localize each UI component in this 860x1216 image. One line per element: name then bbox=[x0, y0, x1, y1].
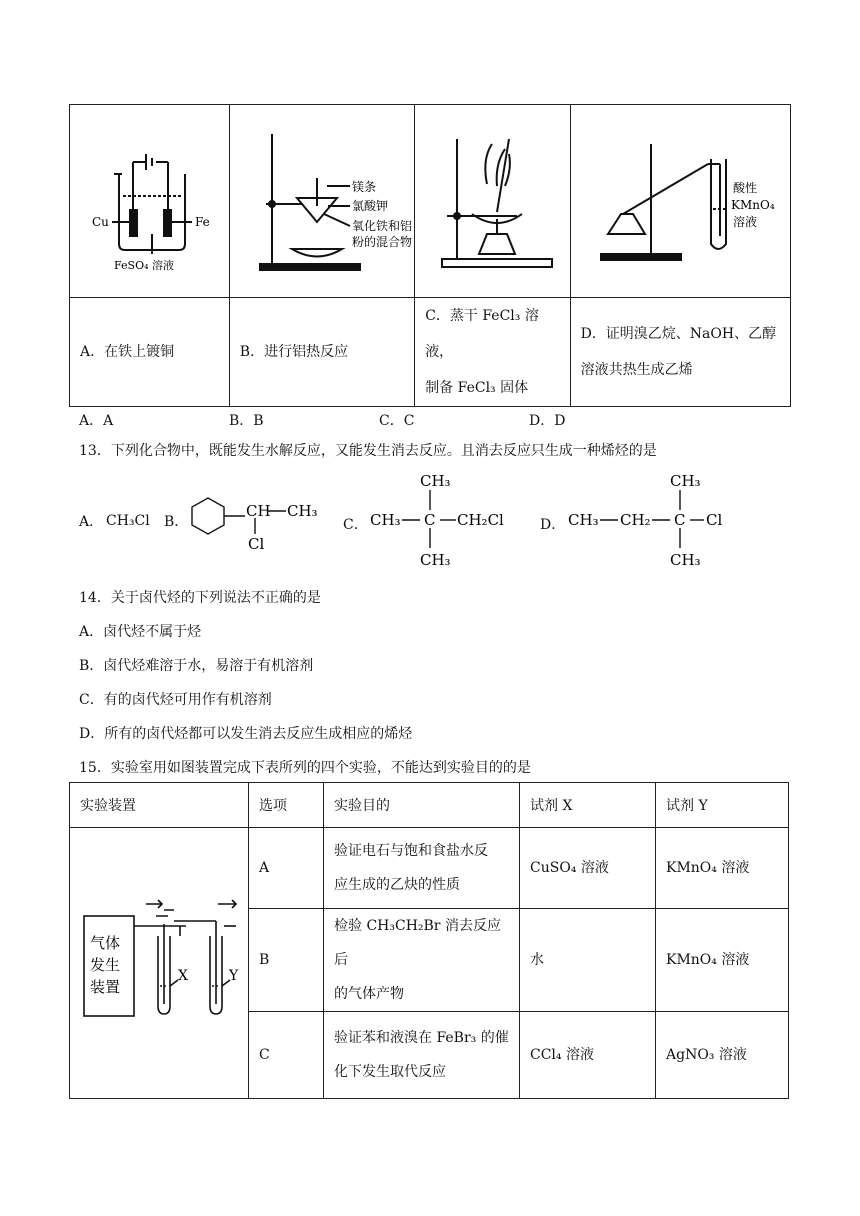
c-center: C bbox=[424, 511, 436, 529]
row-c-y: AgNO₃ 溶液 bbox=[656, 1012, 789, 1099]
q13-option-a-formula: CH₃Cl bbox=[106, 513, 150, 529]
d-mid: CH₂ bbox=[620, 511, 651, 529]
caption-a: A．在铁上镀铜 bbox=[70, 298, 230, 407]
row-c-option: C bbox=[249, 1012, 324, 1099]
row-a-x: CuSO₄ 溶液 bbox=[520, 828, 656, 909]
electroplating-apparatus-image bbox=[74, 114, 224, 284]
q13-option-c-label[interactable]: C． bbox=[343, 517, 368, 533]
thermite-apparatus-image bbox=[232, 114, 412, 284]
q14-option-c[interactable]: C．有的卤代烃可用作有机溶剂 bbox=[79, 692, 272, 708]
box-line-3: 装置 bbox=[90, 978, 121, 996]
c-bottom: CH₃ bbox=[420, 551, 451, 569]
c-top: CH₃ bbox=[420, 472, 451, 490]
q13-c-structure bbox=[368, 470, 518, 575]
q12-option-b[interactable]: B．B bbox=[229, 413, 264, 429]
d-right: Cl bbox=[706, 511, 723, 529]
q13-option-d-label[interactable]: D． bbox=[540, 517, 566, 533]
c-left: CH₃ bbox=[370, 511, 401, 529]
caption-b: B．进行铝热反应 bbox=[229, 298, 414, 407]
solution-label: 溶液 bbox=[732, 215, 757, 229]
x-label: X bbox=[178, 968, 188, 984]
elimination-apparatus-image bbox=[573, 114, 788, 284]
header-option: 选项 bbox=[249, 783, 324, 828]
mix-label-2: 粉的混合物 bbox=[351, 235, 412, 249]
b-ch: CH bbox=[246, 502, 271, 520]
q13-d-structure bbox=[566, 470, 736, 575]
row-b-option: B bbox=[249, 909, 324, 1012]
q14-stem: 14．关于卤代烃的下列说法不正确的是 bbox=[79, 590, 321, 606]
q15-stem: 15．实验室用如图装置完成下表所列的四个实验，不能达到实验目的的是 bbox=[79, 760, 531, 776]
row-b-x: 水 bbox=[520, 909, 656, 1012]
q14-option-b[interactable]: B．卤代烃难溶于水，易溶于有机溶剂 bbox=[79, 658, 314, 674]
fig-d-cell bbox=[570, 105, 790, 298]
d-bottom: CH₃ bbox=[670, 551, 701, 569]
header-reagent-y: 试剂 Y bbox=[656, 783, 789, 828]
row-a-purpose: 验证电石与饱和食盐水反 应生成的乙炔的性质 bbox=[324, 828, 520, 909]
header-purpose: 实验目的 bbox=[324, 783, 520, 828]
caption-d: D．证明溴乙烷、NaOH、乙醇 溶液共热生成乙烯 bbox=[570, 298, 790, 407]
row-c-x: CCl₄ 溶液 bbox=[520, 1012, 656, 1099]
fig-b-cell bbox=[229, 105, 414, 298]
q12-option-d[interactable]: D．D bbox=[529, 413, 566, 429]
fe-label: Fe bbox=[195, 215, 211, 229]
q13-option-a-label[interactable]: A． bbox=[79, 514, 104, 530]
d-top: CH₃ bbox=[670, 472, 701, 490]
q12-table bbox=[69, 104, 791, 407]
q13-option-b-label[interactable]: B． bbox=[164, 514, 189, 530]
kclo3-label: 氯酸钾 bbox=[351, 199, 388, 213]
acidic-label: 酸性 bbox=[732, 181, 757, 195]
q15-table bbox=[69, 782, 789, 1099]
row-a-y: KMnO₄ 溶液 bbox=[656, 828, 789, 909]
c-right: CH₂Cl bbox=[457, 511, 504, 529]
q12-option-c[interactable]: C．C bbox=[379, 413, 415, 429]
header-reagent-x: 试剂 X bbox=[520, 783, 656, 828]
caption-c: C．蒸干 FeCl₃ 溶液， 制备 FeCl₃ 固体 bbox=[415, 298, 570, 407]
d-left: CH₃ bbox=[568, 511, 599, 529]
fig-a-cell bbox=[70, 105, 230, 298]
row-b-purpose: 检验 CH₃CH₂Br 消去反应后 的气体产物 bbox=[324, 909, 520, 1012]
box-line-2: 发生 bbox=[90, 956, 121, 974]
mg-label: 镁条 bbox=[351, 180, 376, 194]
b-ch3: CH₃ bbox=[287, 502, 318, 520]
fig-c-cell bbox=[415, 105, 570, 298]
gas-apparatus-image bbox=[74, 896, 244, 1026]
cu-label: Cu bbox=[92, 215, 110, 229]
d-center: C bbox=[674, 511, 686, 529]
box-line-1: 气体 bbox=[90, 934, 121, 952]
q14-option-d[interactable]: D．所有的卤代烃都可以发生消去反应生成相应的烯烃 bbox=[79, 726, 413, 742]
feso4-label: FeSO₄ 溶液 bbox=[114, 259, 175, 272]
q13-b-structure bbox=[190, 490, 335, 560]
b-cl: Cl bbox=[248, 535, 265, 553]
q13-stem: 13．下列化合物中，既能发生水解反应，又能发生消去反应。且消去反应只生成一种烯烃的是 bbox=[79, 443, 657, 459]
row-a-option: A bbox=[249, 828, 324, 909]
kmno4-label: KMnO₄ bbox=[730, 198, 775, 212]
q14-option-a[interactable]: A．卤代烃不属于烃 bbox=[79, 624, 202, 640]
apparatus-cell bbox=[70, 828, 249, 1099]
row-c-purpose: 验证苯和液溴在 FeBr₃ 的催 化下发生取代反应 bbox=[324, 1012, 520, 1099]
evaporation-apparatus-image bbox=[417, 114, 567, 284]
q12-option-a[interactable]: A．A bbox=[79, 413, 114, 429]
header-apparatus: 实验装置 bbox=[70, 783, 249, 828]
y-label: Y bbox=[229, 968, 239, 984]
mix-label-1: 氧化铁和铝 bbox=[351, 219, 412, 233]
row-b-y: KMnO₄ 溶液 bbox=[656, 909, 789, 1012]
